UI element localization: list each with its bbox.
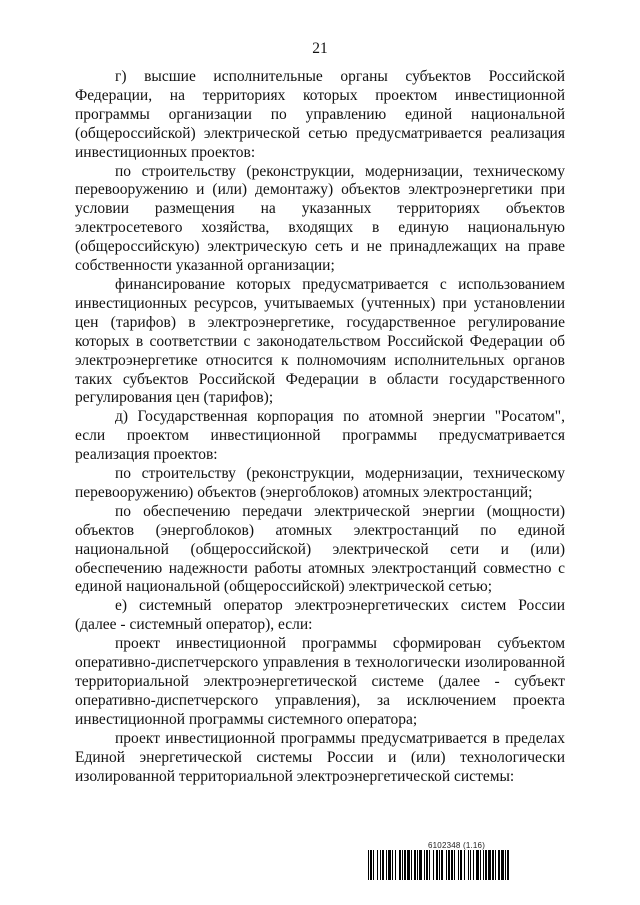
paragraph-e-isolated-system: проект инвестиционной программы сформирован субъектом оперативно-диспетчерского управления в технологически изолированной территориальной электроэнергетической системе (далее - субъект оперативно-диспетчерского управления), за исключением проекта инвестиционной программы системного оператора; [75, 635, 565, 728]
paragraph-g-financing: финансирование которых предусматривается с использованием инвестиционных ресурсов, учитываемых (учтенных) при установлении цен (тарифов) в электроэнергетике, государственное регулирование которых в соответствии с законодательством Российской Федерации об электроэнергетике относится к полномочиям исполнительных органов таких субъектов Российской Федерации в области государственного регулирования цен (тарифов); [75, 275, 565, 407]
paragraph-d-rosatom: д) Государственная корпорация по атомной энергии "Росатом", если проектом инвестиционной программы предусматривается реализация проектов: [75, 408, 565, 464]
document-barcode-block [368, 841, 578, 881]
paragraph-e-unified-system: проект инвестиционной программы предусматривается в пределах Единой энергетической системы России и (или) технологически изолированной территориальной электроэнергетической системы: [75, 729, 565, 785]
paragraph-e-system-operator: е) системный оператор электроэнергетических систем России (далее - системный оператор), если: [75, 597, 565, 634]
page-number: 21 [312, 40, 328, 57]
barcode-code-text: 6102348 (1.16) [428, 841, 486, 850]
paragraph-d-construction: по строительству (реконструкции, модернизации, техническому перевооружению) объектов (энергоблоков) атомных электростанций; [75, 465, 565, 501]
barcode-image [368, 850, 578, 880]
paragraph-g-regional-authorities: г) высшие исполнительные органы субъектов Российской Федерации, на территориях которых проектом инвестиционной программы организации по управлению единой национальной (общероссийской) электрической сетью предусматривается реализация инвестиционных проектов: [75, 68, 565, 161]
paragraph-g-construction: по строительству (реконструкции, модернизации, техническому перевооружению и (или) демонтажу) объектов электроэнергетики при условии размещения на указанных территориях объектов электросетевого хозяйства, входящих в единую национальную (общероссийскую) электрическую сеть и не принадлежащих на праве собственности указанной организации; [75, 162, 565, 275]
document-body [75, 68, 565, 786]
paragraph-d-transmission: по обеспечению передачи электрической энергии (мощности) объектов (энергоблоков) атомных электростанций по единой национальной (общероссийской) электрической сети и (или) обеспечению надежности работы атомных электростанций совместно с единой национальной (общероссийской) электрической сетью; [75, 502, 565, 596]
